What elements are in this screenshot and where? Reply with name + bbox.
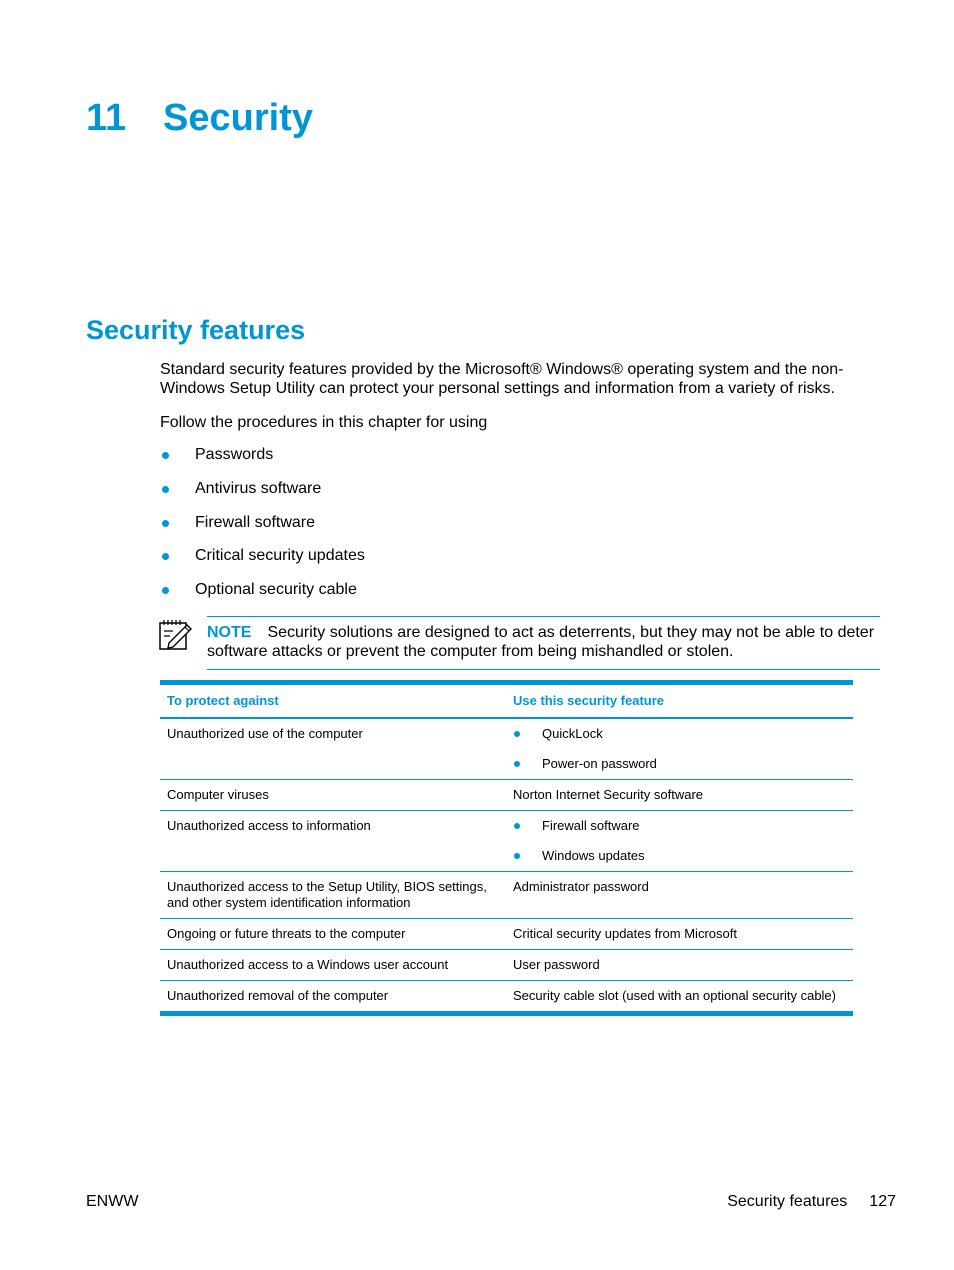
bullet-dot-icon: [162, 520, 169, 527]
column-header-feature: Use this security feature: [506, 683, 853, 719]
threat-cell: Unauthorized access to information: [160, 811, 506, 872]
column-header-threat: To protect against: [160, 683, 506, 719]
threat-cell: Ongoing or future threats to the computer: [160, 919, 506, 950]
bullet-dot-icon: [514, 731, 520, 737]
note-icon: [159, 617, 193, 651]
list-item: QuickLock: [513, 726, 846, 756]
threat-cell: Unauthorized use of the computer: [160, 718, 506, 780]
feature-cell: [506, 718, 853, 780]
note-text: Security solutions are designed to act as deterrents, but they may not be able to deter software attacks or prevent the computer from being mishandled or stolen.: [207, 624, 875, 660]
chapter-number: 11: [86, 97, 127, 139]
feature-bullet-list: [160, 445, 365, 614]
section-title: Security features: [86, 315, 306, 345]
list-item: Power-on password: [513, 756, 846, 772]
list-item: Antivirus software: [160, 479, 365, 513]
feature-cell: Security cable slot (used with an optional security cable): [513, 988, 836, 1003]
threat-cell: Unauthorized access to the Setup Utility, BIOS settings, and other system identification information: [160, 872, 506, 919]
footer-section: [727, 1192, 896, 1212]
list-item: Critical security updates: [160, 546, 365, 580]
threat-cell: Computer viruses: [160, 780, 506, 811]
list-item: Optional security cable: [160, 580, 365, 614]
feature-cell: Administrator password: [506, 872, 853, 919]
feature-cell: [506, 811, 853, 872]
footer-doc-code: ENWW: [86, 1193, 139, 1210]
procedures-lead: Follow the procedures in this chapter for using: [160, 414, 488, 431]
bullet-dot-icon: [514, 823, 520, 829]
bullet-dot-icon: [162, 553, 169, 560]
footer-section-name: Security features: [727, 1193, 848, 1210]
table-row: [160, 950, 853, 981]
table-row: [160, 981, 853, 1014]
intro-paragraph: Standard security features provided by the Microsoft® Windows® operating system and the non-Windows Setup Utility can protect your personal settings and information from a variety of risks.: [160, 361, 844, 397]
list-item: Passwords: [160, 445, 365, 479]
table-row: [160, 872, 853, 919]
list-item: Windows updates: [513, 848, 846, 864]
list-item: Firewall software: [160, 513, 365, 547]
chapter-title: [86, 93, 313, 143]
note-label: NOTE: [207, 624, 252, 641]
page-number: 127: [869, 1193, 896, 1210]
feature-cell: Norton Internet Security software: [506, 780, 853, 811]
security-table: [160, 680, 853, 1016]
feature-cell: User password: [506, 950, 853, 981]
bullet-dot-icon: [162, 486, 169, 493]
bullet-dot-icon: [162, 587, 169, 594]
table-row: [160, 718, 853, 780]
threat-cell: Unauthorized removal of the computer: [167, 988, 389, 1003]
bullet-dot-icon: [162, 452, 169, 459]
list-item: Firewall software: [513, 818, 846, 848]
bullet-dot-icon: [514, 761, 520, 767]
note-box: [207, 616, 880, 670]
threat-cell: Unauthorized access to a Windows user account: [160, 950, 506, 981]
table-row: [160, 811, 853, 872]
table-header-row: [160, 683, 853, 719]
chapter-name: Security: [163, 97, 313, 139]
table-row: [160, 919, 853, 950]
feature-cell: Critical security updates from Microsoft: [506, 919, 853, 950]
bullet-dot-icon: [514, 853, 520, 859]
table-row: [160, 780, 853, 811]
